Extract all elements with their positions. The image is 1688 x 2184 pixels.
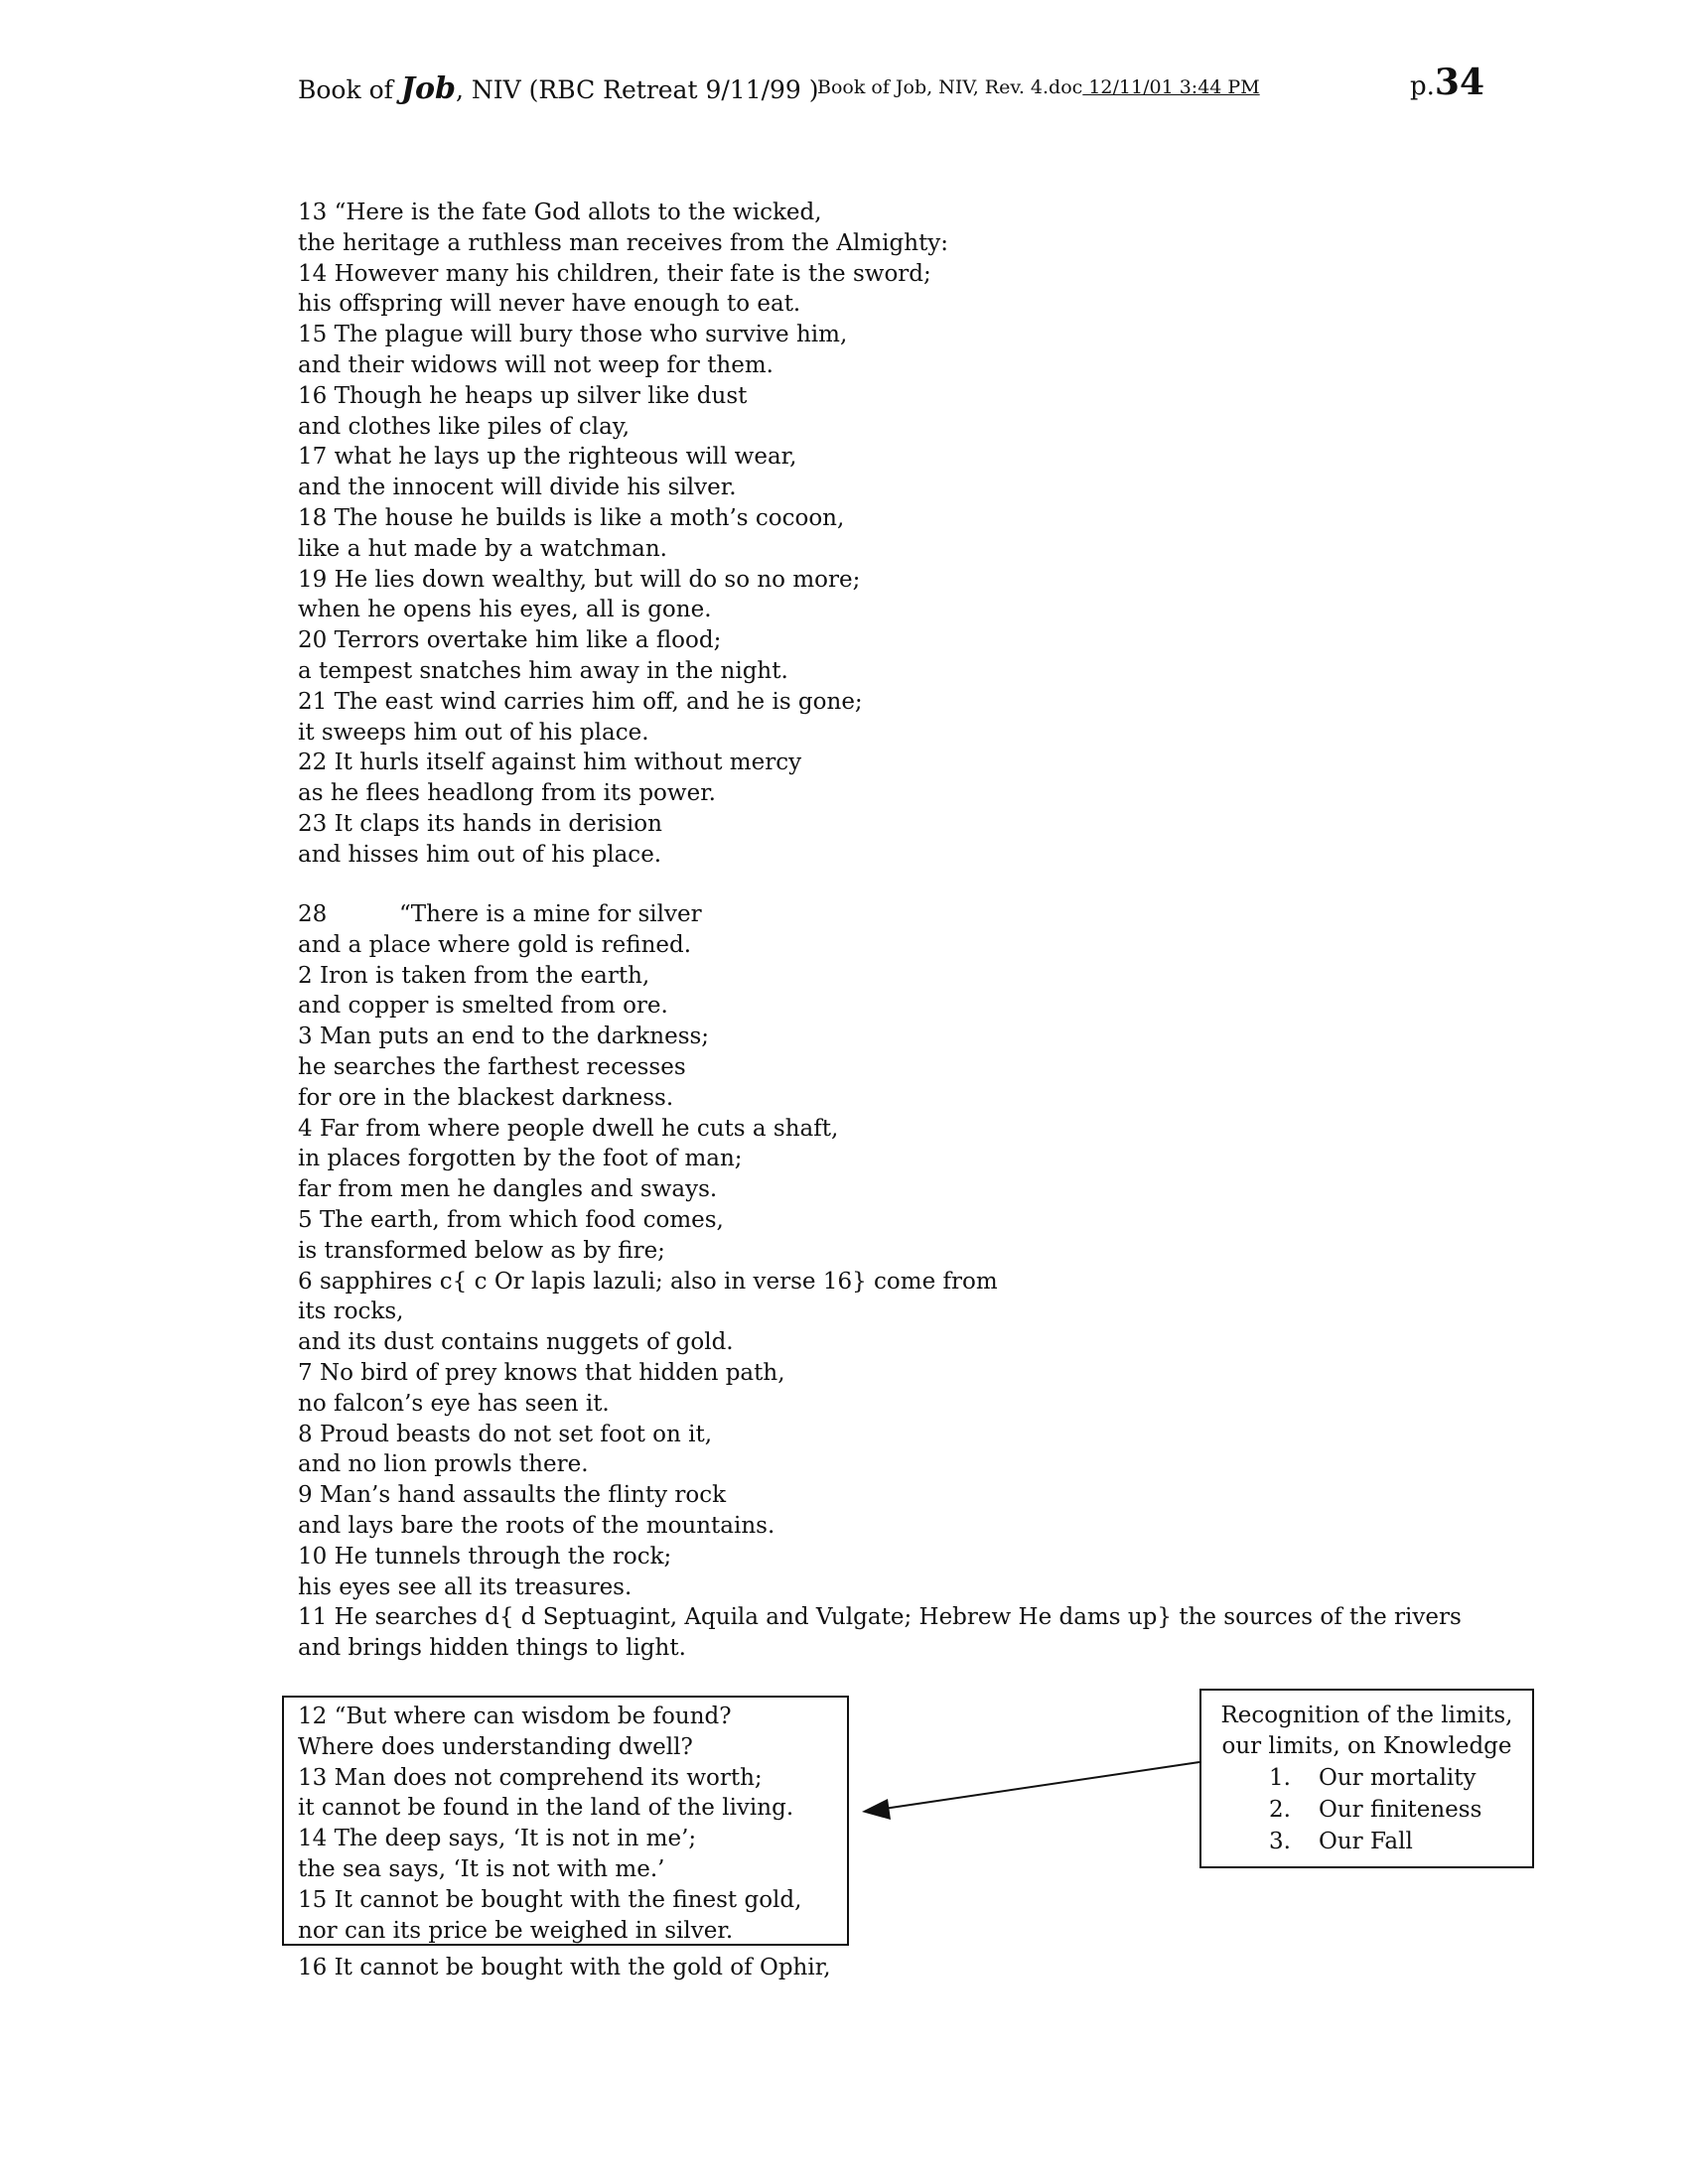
chapter-number: 28 xyxy=(298,901,328,927)
verse-line: 21 The east wind carries him off, and he is gone; xyxy=(298,688,863,715)
verse-line: and their widows will not weep for them. xyxy=(298,351,774,378)
verse-line: 22 It hurls itself against him without mercy xyxy=(298,750,802,776)
verse-line: and hisses him out of his place. xyxy=(298,841,662,868)
verse-line: like a hut made by a watchman. xyxy=(298,535,667,562)
verse-line: and clothes like piles of clay, xyxy=(298,413,631,440)
verse-line: as he flees headlong from its power. xyxy=(298,780,716,807)
verse-line: and the innocent will divide his silver. xyxy=(298,475,737,501)
verse-line: 16 It cannot be bought with the gold of Ophir, xyxy=(298,1955,831,1980)
verse-line: 23 It claps its hands in derision xyxy=(298,810,662,837)
verse-line: 20 Terrors overtake him like a flood; xyxy=(298,627,722,654)
document-file-name: Book of Job, NIV, Rev. 4.doc xyxy=(817,76,1083,98)
page-header xyxy=(298,62,1484,111)
verse-line: and brings hidden things to light. xyxy=(298,1635,686,1662)
verse-line: 17 what he lays up the righteous will wear, xyxy=(298,444,797,471)
note-item-text: Our finiteness xyxy=(1319,1797,1482,1823)
verse-line: 9 Man’s hand assaults the flinty rock xyxy=(298,1482,727,1509)
verse-line: and no lion prowls there. xyxy=(298,1451,589,1478)
verse-line: a tempest snatches him away in the night. xyxy=(298,657,788,684)
verse-line: and a place where gold is refined. xyxy=(298,931,692,958)
verse-line: his offspring will never have enough to eat. xyxy=(298,291,801,318)
verse-line: 13 Man does not comprehend its worth; xyxy=(298,1764,763,1791)
verse-line: the sea says, ‘It is not with me.’ xyxy=(298,1855,665,1882)
annotation-note xyxy=(1199,1689,1534,1868)
verse-line: 14 However many his children, their fate is the sword; xyxy=(298,260,931,287)
verse-line: 18 The house he builds is like a moth’s cocoon, xyxy=(298,504,845,531)
verse-line: 10 He tunnels through the rock; xyxy=(298,1543,672,1570)
title-book-name: Job xyxy=(400,71,457,106)
verse-line: he searches the farthest recesses xyxy=(298,1053,686,1080)
verse-line: 4 Far from where people dwell he cuts a shaft, xyxy=(298,1115,839,1142)
document-title xyxy=(298,71,819,106)
note-item-text: Our Fall xyxy=(1319,1829,1413,1854)
verse-line: nor can its price be weighed in silver. xyxy=(298,1917,734,1944)
page-number-prefix: p. xyxy=(1409,71,1435,101)
verse-block-chapter-28 xyxy=(298,899,1462,1664)
verse-line: 11 He searches d{ d Septuagint, Aquila and Vulgate; Hebrew He dams up} the sources of the rivers xyxy=(298,1604,1462,1631)
verse-line: 15 The plague will bury those who survive him, xyxy=(298,322,848,348)
chapter-first-line: “There is a mine for silver xyxy=(399,901,702,927)
note-item-number: 2. xyxy=(1269,1797,1291,1823)
verse-line: Where does understanding dwell? xyxy=(298,1733,693,1760)
note-list-item xyxy=(1201,1762,1532,1794)
verse-line: when he opens his eyes, all is gone. xyxy=(298,597,712,623)
verse-line: 14 The deep says, ‘It is not in me’; xyxy=(298,1826,697,1852)
verse-block-chapter-27 xyxy=(298,198,1440,871)
note-item-number: 1. xyxy=(1269,1765,1291,1791)
verse-line: 2 Iron is taken from the earth, xyxy=(298,962,650,989)
verse-line: and copper is smelted from ore. xyxy=(298,993,668,1020)
verse-line: and lays bare the roots of the mountains. xyxy=(298,1512,775,1539)
note-list-item xyxy=(1201,1794,1532,1826)
verse-line: 3 Man puts an end to the darkness; xyxy=(298,1024,710,1050)
verse-line: 15 It cannot be bought with the finest gold, xyxy=(298,1886,802,1913)
verse-line: 5 The earth, from which food comes, xyxy=(298,1206,724,1233)
verse-line: 8 Proud beasts do not set foot on it, xyxy=(298,1421,713,1447)
document-date: 12/11/01 3:44 PM xyxy=(1082,76,1260,98)
verse-line: it cannot be found in the land of the living. xyxy=(298,1795,794,1822)
note-item-number: 3. xyxy=(1269,1829,1291,1854)
verse-line: far from men he dangles and sways. xyxy=(298,1176,718,1203)
verse-line: his eyes see all its treasures. xyxy=(298,1573,633,1600)
page-number-value: 34 xyxy=(1434,62,1484,103)
verse-line: in places forgotten by the foot of man; xyxy=(298,1146,743,1172)
note-heading-line-1: Recognition of the limits, xyxy=(1220,1703,1513,1728)
callout-arrow xyxy=(854,1757,1211,1837)
note-list xyxy=(1201,1762,1532,1857)
verse-line: its rocks, xyxy=(298,1298,404,1325)
chapter-heading-line xyxy=(298,899,1440,930)
verse-line: the heritage a ruthless man receives from the Almighty: xyxy=(298,229,949,256)
verse-line: 6 sapphires c{ c Or lapis lazuli; also in verse 16} come from xyxy=(298,1268,998,1295)
verse-line: and its dust contains nuggets of gold. xyxy=(298,1329,734,1356)
verse-line: 12 “But where can wisdom be found? xyxy=(298,1704,732,1729)
verse-line: for ore in the blackest darkness. xyxy=(298,1084,674,1111)
verse-line: is transformed below as by fire; xyxy=(298,1237,665,1264)
title-prefix: Book of xyxy=(298,75,401,104)
note-heading-line-2: our limits, on Knowledge xyxy=(1221,1733,1512,1759)
verse-line: 16 Though he heaps up silver like dust xyxy=(298,382,748,409)
document-file-info xyxy=(817,76,1260,98)
verse-line: 19 He lies down wealthy, but will do so no more; xyxy=(298,566,861,593)
verse-line: it sweeps him out of his place. xyxy=(298,719,649,746)
verse-block-continued xyxy=(298,1953,1440,1983)
title-suffix: , NIV (RBC Retreat 9/11/99 ) xyxy=(456,75,819,104)
verse-line: 13 “Here is the fate God allots to the wicked, xyxy=(298,200,822,225)
verse-line: no falcon’s eye has seen it. xyxy=(298,1390,610,1417)
page-number xyxy=(1410,62,1484,103)
verse-line: 7 No bird of prey knows that hidden path, xyxy=(298,1359,785,1386)
note-list-item xyxy=(1201,1826,1532,1857)
note-item-text: Our mortality xyxy=(1319,1765,1477,1791)
